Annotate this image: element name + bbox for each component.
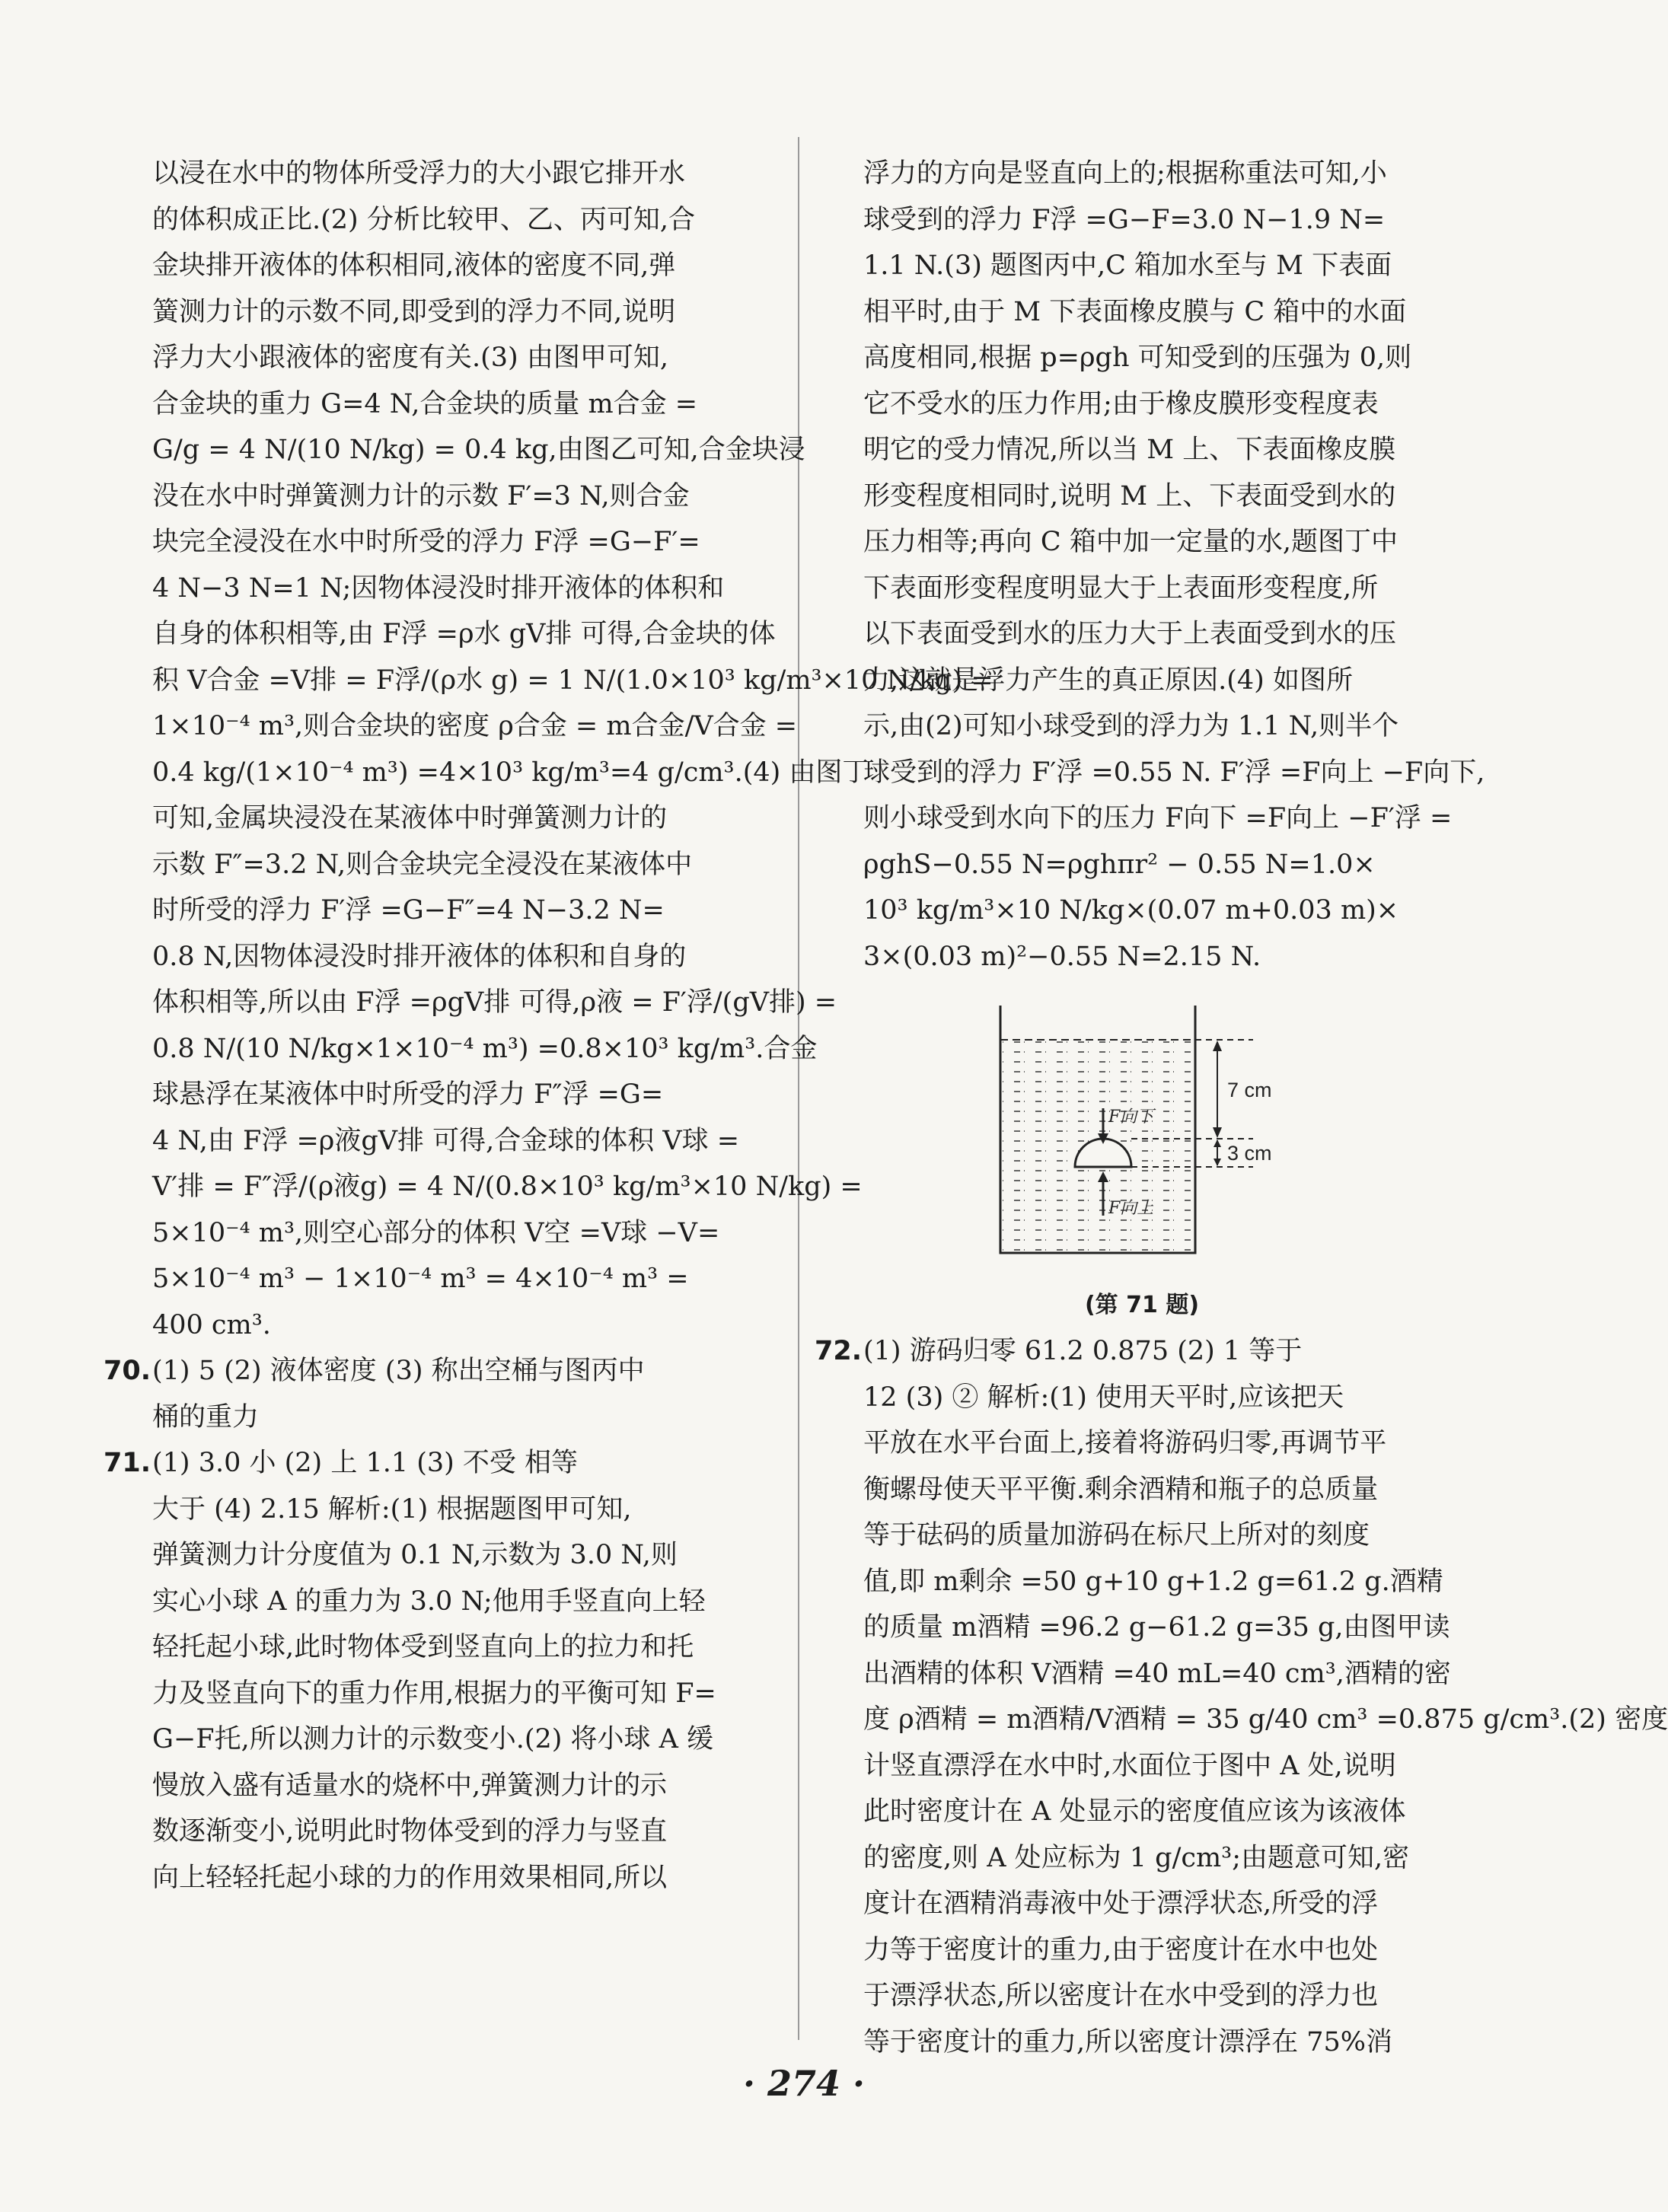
line-text: 衡螺母使天平平衡.剩余酒精和瓶子的总质量 (863, 1474, 1379, 1505)
line-text: 1.1 N.(3) 题图丙中,C 箱加水至与 M 下表面 (863, 250, 1392, 281)
line-text: 于漂浮状态,所以密度计在水中受到的浮力也 (863, 1981, 1379, 2011)
line-text: 球悬浮在某液体中时所受的浮力 F″浮 =G= (152, 1079, 664, 1110)
line-text: (1) 游码归零 61.2 0.875 (2) 1 等于 (863, 1336, 1303, 1366)
line-text: 出酒精的体积 V酒精 =40 mL=40 cm³,酒精的密 (863, 1658, 1451, 1689)
text-line (863, 1881, 1421, 1927)
text-line (863, 1559, 1443, 1605)
text-line (863, 151, 1421, 197)
line-text: 值,即 m剩余 =50 g+10 g+1.2 g=61.2 g.酒精 (863, 1566, 1443, 1597)
text-line (863, 842, 1421, 888)
line-text: 等于密度计的重力,所以密度计漂浮在 75%消 (863, 2026, 1393, 2057)
right-answer-text (863, 151, 1485, 980)
question-70 (104, 1348, 758, 1440)
text-line (152, 750, 869, 796)
text-line (152, 1072, 758, 1118)
line-text: 的体积成正比.(2) 分析比较甲、乙、丙可知,合 (152, 204, 695, 235)
line-text: 体积相等,所以由 F浮 =ρgV排 可得,ρ液 = F′浮/(gV排) = (152, 987, 837, 1018)
line-text: 实心小球 A 的重力为 3.0 N;他用手竖直向上轻 (152, 1586, 706, 1617)
text-line (152, 1532, 758, 1579)
text-line (152, 151, 758, 197)
text-line (863, 1927, 1421, 1974)
label-3cm: 3 cm (1227, 1142, 1272, 1165)
text-line (152, 842, 758, 888)
text-line (152, 1809, 758, 1855)
line-text: 度计在酒精消毒液中处于漂浮状态,所受的浮 (863, 1888, 1379, 1919)
text-line (863, 1835, 1421, 1882)
line-text: 5×10⁻⁴ m³ − 1×10⁻⁴ m³ = 4×10⁻⁴ m³ = (152, 1264, 689, 1294)
line-text: 1×10⁻⁴ m³,则合金块的密度 ρ合金 = m合金/V合金 = (152, 711, 798, 741)
line-text: 以浸在水中的物体所受浮力的大小跟它排开水 (152, 158, 686, 189)
line-text: 力及竖直向下的重力作用,根据力的平衡可知 F= (152, 1678, 716, 1709)
line-text: 高度相同,根据 p=ρgh 可知受到的压强为 0,则 (863, 343, 1412, 373)
line-text: 10³ kg/m³×10 N/kg×(0.07 m+0.03 m)× (863, 895, 1399, 926)
text-line (152, 566, 758, 612)
text-line (152, 658, 993, 704)
line-text: 自身的体积相等,由 F浮 =ρ水 gV排 可得,合金块的体 (152, 619, 776, 649)
text-line (152, 381, 758, 428)
line-text: 球受到的浮力 F′浮 =0.55 N. F′浮 =F向上 −F向下, (863, 757, 1485, 788)
text-line (152, 243, 758, 289)
line-text: 没在水中时弹簧测力计的示数 F′=3 N,则合金 (152, 480, 690, 512)
question-number: 71. (104, 1448, 151, 1478)
line-text: 下表面形变程度明显大于上表面形变程度,所 (863, 572, 1379, 604)
line-text: 浮力大小跟液体的密度有关.(3) 由图甲可知, (152, 343, 668, 373)
line-text: (1) 5 (2) 液体密度 (3) 称出空桶与图丙中 (152, 1356, 645, 1386)
figure-caption: (第 71 题) (1084, 1292, 1200, 1318)
line-text: 等于砝码的质量加游码在标尺上所对的刻度 (863, 1520, 1370, 1551)
line-text: (1) 3.0 小 (2) 上 1.1 (3) 不受 相等 (152, 1448, 579, 1478)
text-line (863, 1973, 1421, 2019)
line-text: 积 V合金 =V排 = F浮/(ρ水 g) = 1 N/(1.0×10³ kg/m³×10 N/kg) = (152, 665, 993, 696)
line-text: 4 N,由 F浮 =ρ液gV排 可得,合金球的体积 V球 = (152, 1125, 740, 1156)
text-line (152, 1579, 758, 1625)
left-answer-text (152, 151, 993, 1348)
line-text: 12 (3) ② 解析:(1) 使用天平时,应该把天 (863, 1382, 1344, 1413)
line-text: 3×(0.03 m)²−0.55 N=2.15 N. (863, 941, 1261, 972)
text-line (152, 934, 758, 980)
label-7cm: 7 cm (1227, 1079, 1272, 1101)
text-line (863, 1743, 1421, 1790)
page-number: · 274 · (742, 2063, 866, 2104)
line-text: ρghS−0.55 N=ρghπr² − 0.55 N=1.0× (863, 849, 1376, 880)
line-text: 向上轻轻托起小球的力的作用效果相同,所以 (152, 1862, 668, 1893)
line-text: 弹簧测力计分度值为 0.1 N,示数为 3.0 N,则 (152, 1540, 678, 1570)
text-line (863, 519, 1421, 566)
text-line (152, 427, 805, 473)
line-text: 轻托起小球,此时物体受到竖直向上的拉力和托 (152, 1632, 694, 1662)
line-text: 压力相等;再向 C 箱中加一定量的水,题图丁中 (863, 527, 1398, 557)
line-text: 示数 F″=3.2 N,则合金块完全浸没在某液体中 (152, 849, 693, 880)
text-line (152, 1118, 758, 1165)
line-text: 明它的受力情况,所以当 M 上、下表面橡皮膜 (863, 435, 1396, 465)
label-f-down: F向下 (1108, 1108, 1154, 1127)
text-line (152, 1026, 818, 1073)
line-text: G−F托,所以测力计的示数变小.(2) 将小球 A 缓 (152, 1724, 714, 1755)
line-text: 计竖直漂浮在水中时,水面位于图中 A 处,说明 (863, 1750, 1396, 1781)
line-text: 0.8 N/(10 N/kg×1×10⁻⁴ m³) =0.8×10³ kg/m³.合金 (152, 1033, 818, 1064)
text-line (152, 335, 758, 381)
text-line (863, 381, 1421, 428)
text-line (152, 1164, 863, 1210)
text-line (863, 2019, 1421, 2066)
text-line (863, 243, 1421, 289)
line-text: 示,由(2)可知小球受到的浮力为 1.1 N,则半个 (863, 711, 1399, 741)
line-text: G/g = 4 N/(10 N/kg) = 0.4 kg,由图乙可知,合金块浸 (152, 435, 805, 465)
line-text: 金块排开液体的体积相同,液体的密度不同,弹 (152, 250, 676, 281)
line-text: 簧测力计的示数不同,即受到的浮力不同,说明 (152, 296, 676, 327)
line-text: 0.4 kg/(1×10⁻⁴ m³) =4×10³ kg/m³=4 g/cm³.(4) 由图丁 (152, 757, 869, 788)
text-line (104, 1440, 758, 1487)
right-column (815, 151, 1668, 2065)
line-text: 相平时,由于 M 下表面橡皮膜与 C 箱中的水面 (863, 296, 1407, 327)
line-text: 的质量 m酒精 =96.2 g−61.2 g=35 g,由图甲读 (863, 1612, 1450, 1643)
text-line (863, 197, 1421, 244)
text-line (152, 1394, 758, 1441)
question-72 (815, 1328, 1668, 2065)
line-text: 可知,金属块浸没在某液体中时弹簧测力计的 (152, 803, 668, 833)
column-divider (798, 137, 799, 2040)
line-text: 5×10⁻⁴ m³,则空心部分的体积 V空 =V球 −V= (152, 1217, 720, 1248)
text-line (863, 1512, 1421, 1559)
text-line (815, 1328, 1421, 1375)
line-text: 时所受的浮力 F′浮 =G−F″=4 N−3.2 N= (152, 895, 665, 926)
text-line (863, 289, 1421, 336)
line-text: 它不受水的压力作用;由于橡皮膜形变程度表 (863, 388, 1379, 419)
text-line (863, 888, 1421, 934)
line-text: 大于 (4) 2.15 解析:(1) 根据题图甲可知, (152, 1493, 632, 1525)
text-line (152, 473, 758, 520)
text-line (152, 1671, 758, 1717)
label-f-up: F向上 (1108, 1199, 1154, 1218)
text-line (152, 795, 758, 842)
text-line (863, 1789, 1421, 1835)
line-text: 0.8 N,因物体浸没时排开液体的体积和自身的 (152, 941, 687, 972)
text-line (863, 1605, 1450, 1651)
text-line (152, 197, 758, 244)
text-line (152, 1302, 758, 1349)
line-text: 度 ρ酒精 = m酒精/V酒精 = 35 g/40 cm³ =0.875 g/cm³.(2) 密度 (863, 1704, 1668, 1735)
question-number: 72. (815, 1336, 863, 1366)
figure-71-diagram (863, 998, 1421, 1283)
text-line (863, 1697, 1668, 1743)
line-text: 的密度,则 A 处应标为 1 g/cm³;由题意可知,密 (863, 1842, 1410, 1873)
line-text: 形变程度相同时,说明 M 上、下表面受到水的 (863, 480, 1396, 512)
text-line (152, 703, 798, 750)
line-text: 数逐渐变小,说明此时物体受到的浮力与竖直 (152, 1816, 668, 1847)
text-line (152, 289, 758, 336)
line-text: 力等于密度计的重力,由于密度计在水中也处 (863, 1934, 1379, 1965)
text-line (152, 1716, 758, 1763)
text-line (152, 888, 758, 934)
text-line (152, 1624, 758, 1671)
text-line (863, 750, 1485, 796)
line-text: 力,这就是浮力产生的真正原因.(4) 如图所 (863, 665, 1353, 696)
line-text: 慢放入盛有适量水的烧杯中,弹簧测力计的示 (152, 1770, 668, 1801)
line-text: 浮力的方向是竖直向上的;根据称重法可知,小 (863, 158, 1387, 189)
text-line (863, 1651, 1451, 1697)
text-line (863, 335, 1421, 381)
text-line (152, 1855, 758, 1901)
text-line (152, 980, 837, 1026)
line-text: 桶的重力 (152, 1401, 260, 1433)
text-line (152, 1763, 758, 1809)
line-text: 以下表面受到水的压力大于上表面受到水的压 (863, 619, 1397, 649)
line-text: 块完全浸没在水中时所受的浮力 F浮 =G−F′= (152, 527, 700, 557)
text-line (152, 611, 776, 658)
text-line (152, 1487, 758, 1533)
text-line (863, 473, 1421, 520)
question-number: 70. (104, 1356, 151, 1386)
line-text: 球受到的浮力 F浮 =G−F=3.0 N−1.9 N= (863, 204, 1386, 235)
line-text: 平放在水平台面上,接着将游码归零,再调节平 (863, 1428, 1387, 1458)
line-text: 4 N−3 N=1 N;因物体浸没时排开液体的体积和 (152, 572, 725, 604)
line-text: 400 cm³. (152, 1309, 271, 1340)
text-line (863, 1420, 1421, 1467)
text-line (152, 1256, 758, 1302)
text-line (104, 1348, 758, 1394)
question-71 (104, 1440, 758, 1901)
line-text: 则小球受到水向下的压力 F向下 =F向上 −F′浮 = (863, 803, 1453, 833)
text-line (863, 611, 1421, 658)
text-line (863, 703, 1421, 750)
text-line (863, 566, 1421, 612)
line-text: V′排 = F″浮/(ρ液g) = 4 N/(0.8×10³ kg/m³×10 N/kg) = (152, 1171, 863, 1202)
text-line (152, 519, 758, 566)
text-line (863, 427, 1421, 473)
text-line (863, 934, 1421, 980)
beaker-diagram (863, 998, 1421, 1283)
text-line (863, 1467, 1421, 1513)
text-line (863, 795, 1453, 842)
text-line (863, 658, 1421, 704)
text-line (863, 1375, 1421, 1421)
line-text: 合金块的重力 G=4 N,合金块的质量 m合金 = (152, 388, 698, 419)
line-text: 此时密度计在 A 处显示的密度值应该为该液体 (863, 1796, 1406, 1827)
text-line (152, 1210, 758, 1257)
